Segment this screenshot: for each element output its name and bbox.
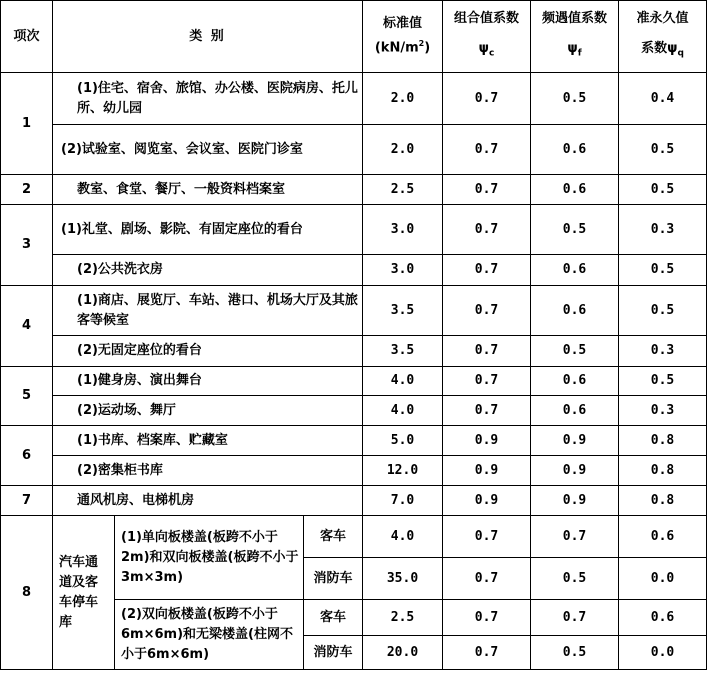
psi-q-value: 0.3 — [619, 336, 707, 367]
psi-f-value: 0.6 — [531, 367, 619, 396]
psi-q-value: 0.5 — [619, 286, 707, 336]
psi-c-value: 0.9 — [443, 426, 531, 456]
psi-symbol: ψ — [567, 41, 578, 57]
unit-close: ) — [424, 40, 431, 56]
category-description: 通风机房、电梯机房 — [53, 486, 363, 516]
category-description: (1)健身房、演出舞台 — [53, 367, 363, 396]
psi-sub: q — [677, 48, 684, 59]
header-standard-value — [363, 1, 443, 73]
psi-q-value: 0.0 — [619, 558, 707, 600]
psi-q-value: 0.4 — [619, 73, 707, 125]
psi-q-value: 0.6 — [619, 516, 707, 558]
header-frequent — [531, 1, 619, 73]
table-row — [1, 286, 707, 336]
psi-c-value: 0.7 — [443, 600, 531, 636]
psi-f-value: 0.6 — [531, 125, 619, 175]
psi-f-value: 0.5 — [531, 73, 619, 125]
standard-value: 4.0 — [363, 396, 443, 426]
item-number: 1 — [1, 73, 53, 175]
table-row — [1, 426, 707, 456]
psi-q-value: 0.5 — [619, 125, 707, 175]
standard-value: 12.0 — [363, 456, 443, 486]
psi-q-value: 0.6 — [619, 600, 707, 636]
psi-c-value: 0.7 — [443, 336, 531, 367]
category-description: (2)试验室、阅览室、会议室、医院门诊室 — [53, 125, 363, 175]
psi-c-value: 0.7 — [443, 255, 531, 286]
psi-q-value: 0.8 — [619, 486, 707, 516]
header-standard-label: 标准值 — [383, 16, 423, 32]
psi-f-value: 0.7 — [531, 516, 619, 558]
psi-f-value: 0.9 — [531, 456, 619, 486]
table-row — [1, 175, 707, 205]
header-standard-unit — [367, 34, 438, 58]
standard-value: 20.0 — [363, 636, 443, 670]
psi-q-value: 0.8 — [619, 456, 707, 486]
category-description: (1)商店、展览厅、车站、港口、机场大厅及其旅客等候室 — [53, 286, 363, 336]
standard-value: 7.0 — [363, 486, 443, 516]
table-row — [1, 73, 707, 125]
psi-c-value: 0.7 — [443, 286, 531, 336]
category-description: (2)无固定座位的看台 — [53, 336, 363, 367]
category-subtype-2: (2)双向板楼盖(板跨不小于6m×6m)和无梁楼盖(柱网不小于6m×6m) — [115, 600, 304, 670]
header-row — [1, 1, 707, 73]
item-number: 4 — [1, 286, 53, 367]
table-row — [1, 456, 707, 486]
standard-value: 3.5 — [363, 336, 443, 367]
category-description: (1)住宅、宿舍、旅馆、办公楼、医院病房、托儿所、幼儿园 — [53, 73, 363, 125]
vehicle-type: 消防车 — [304, 558, 363, 600]
table-row — [1, 516, 707, 558]
table-row — [1, 396, 707, 426]
standard-value: 2.0 — [363, 73, 443, 125]
item-number: 2 — [1, 175, 53, 205]
psi-symbol: 系数ψ — [641, 41, 678, 57]
standard-value: 3.0 — [363, 205, 443, 255]
psi-f-value: 0.9 — [531, 486, 619, 516]
category-description: 教室、食堂、餐厅、一般资料档案室 — [53, 175, 363, 205]
category-description: (1)礼堂、剧场、影院、有固定座位的看台 — [53, 205, 363, 255]
vehicle-type: 客车 — [304, 516, 363, 558]
item-number: 6 — [1, 426, 53, 486]
psi-f-value: 0.6 — [531, 396, 619, 426]
header-frequent-label: 频遇值系数 — [542, 11, 608, 27]
psi-c-value: 0.7 — [443, 558, 531, 600]
item-number: 8 — [1, 516, 53, 670]
psi-c-value: 0.7 — [443, 175, 531, 205]
standard-value: 3.0 — [363, 255, 443, 286]
psi-c-value: 0.7 — [443, 205, 531, 255]
psi-f-value: 0.9 — [531, 426, 619, 456]
standard-value: 4.0 — [363, 367, 443, 396]
psi-f-value: 0.6 — [531, 255, 619, 286]
psi-f-value: 0.5 — [531, 205, 619, 255]
category-description: (2)公共洗衣房 — [53, 255, 363, 286]
psi-c-value: 0.9 — [443, 486, 531, 516]
table-row — [1, 125, 707, 175]
unit-sup: 2 — [418, 39, 425, 49]
psi-q-value: 0.0 — [619, 636, 707, 670]
psi-symbol: ψ — [478, 41, 489, 57]
psi-c-value: 0.7 — [443, 73, 531, 125]
vehicle-type: 客车 — [304, 600, 363, 636]
psi-f-value: 0.5 — [531, 558, 619, 600]
standard-value: 4.0 — [363, 516, 443, 558]
header-combination-label: 组合值系数 — [454, 11, 520, 27]
psi-c-value: 0.7 — [443, 636, 531, 670]
psi-sub: c — [489, 48, 495, 59]
table-row — [1, 367, 707, 396]
header-category: 类 别 — [53, 1, 363, 73]
vehicle-type: 消防车 — [304, 636, 363, 670]
psi-q-value: 0.5 — [619, 367, 707, 396]
table-row — [1, 205, 707, 255]
psi-f-value: 0.5 — [531, 636, 619, 670]
psi-c-value: 0.7 — [443, 125, 531, 175]
standard-value: 5.0 — [363, 426, 443, 456]
standard-value: 2.5 — [363, 175, 443, 205]
header-combination-symbol — [447, 34, 526, 69]
psi-q-value: 0.8 — [619, 426, 707, 456]
unit-base: (kN/m — [374, 40, 419, 56]
header-item: 项次 — [1, 1, 53, 73]
standard-value: 35.0 — [363, 558, 443, 600]
psi-sub: f — [577, 48, 582, 59]
psi-q-value: 0.5 — [619, 175, 707, 205]
header-quasi-permanent — [619, 1, 707, 73]
psi-c-value: 0.7 — [443, 367, 531, 396]
psi-c-value: 0.7 — [443, 516, 531, 558]
psi-f-value: 0.7 — [531, 600, 619, 636]
psi-f-value: 0.6 — [531, 175, 619, 205]
category-subtype-1: (1)单向板楼盖(板跨不小于2m)和双向板楼盖(板跨不小于3m×3m) — [115, 516, 304, 600]
item-number: 7 — [1, 486, 53, 516]
psi-f-value: 0.6 — [531, 286, 619, 336]
psi-c-value: 0.7 — [443, 396, 531, 426]
header-quasi-symbol — [623, 34, 702, 69]
psi-q-value: 0.3 — [619, 205, 707, 255]
psi-q-value: 0.3 — [619, 396, 707, 426]
psi-q-value: 0.5 — [619, 255, 707, 286]
category-group: 汽车通道及客车停车库 — [53, 516, 115, 670]
header-combination — [443, 1, 531, 73]
item-number: 5 — [1, 367, 53, 426]
table-row — [1, 486, 707, 516]
psi-f-value: 0.5 — [531, 336, 619, 367]
header-frequent-symbol — [535, 34, 614, 69]
category-description: (2)运动场、舞厅 — [53, 396, 363, 426]
standard-value: 2.0 — [363, 125, 443, 175]
item-number: 3 — [1, 205, 53, 286]
table-row — [1, 255, 707, 286]
category-description: (1)书库、档案库、贮藏室 — [53, 426, 363, 456]
standard-value: 2.5 — [363, 600, 443, 636]
header-quasi-label: 准永久值 — [636, 11, 689, 27]
psi-c-value: 0.9 — [443, 456, 531, 486]
table-row — [1, 336, 707, 367]
category-description: (2)密集柜书库 — [53, 456, 363, 486]
standard-value: 3.5 — [363, 286, 443, 336]
